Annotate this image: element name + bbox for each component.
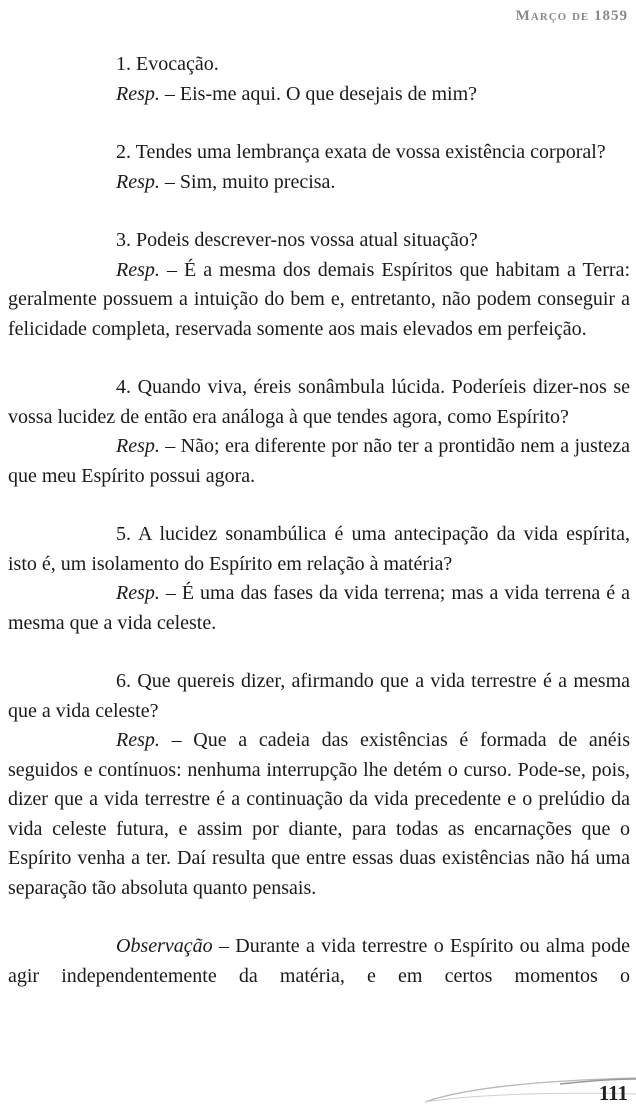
observation-label: Observação	[116, 935, 213, 957]
observation: Observação – Durante a vida terrestre o Espírito ou alma pode agir independentemente da matéria, e em certos momentos o	[8, 935, 630, 987]
footer-swoosh-ornament	[0, 1064, 636, 1110]
question-3: 3. Podeis descrever-nos vossa atual situação?	[116, 229, 478, 251]
question-2: 2. Tendes uma lembrança exata de vossa existência corporal?	[116, 141, 606, 163]
question-5: 5. A lucidez sonambúlica é uma antecipação da vida espírita, isto é, um isolamento do Espírito em relação à matéria?	[8, 523, 630, 575]
page-footer	[0, 1064, 636, 1110]
running-head: Março de 1859	[515, 8, 628, 24]
resp-label: Resp.	[116, 170, 160, 193]
answer-2: Resp. – Sim, muito precisa.	[116, 170, 336, 193]
page-number: 111	[598, 1081, 628, 1105]
answer-3: Resp. – É a mesma dos demais Espíritos que habitam a Terra: geralmente possuem a intuição do bem e, entretanto, não podem conseguir a felicidade completa, reservada somente aos mais elevados em perfeição.	[8, 258, 630, 340]
answer-6: Resp. – Que a cadeia das existências é formada de anéis seguidos e contínuos: nenhuma interrupção lhe detém o curso. Pode-se, pois, dizer que a vida terrestre é a continuação da vida precedente e o prelúdio da vida celeste futura, e assim por diante, para todas as encarnações que o Espírito venha a ter. Daí resulta que entre essas duas existências não há uma separação tão absoluta quanto pensais.	[8, 729, 630, 899]
body-text	[8, 50, 630, 991]
resp-label: Resp.	[116, 82, 160, 105]
question-4: 4. Quando viva, éreis sonâmbula lúcida. Poderíeis dizer-nos se vossa lucidez de então era análoga à que tendes agora, como Espírito?	[8, 376, 630, 428]
question-1: 1. Evocação.	[116, 53, 219, 75]
answer-5: Resp. – É uma das fases da vida terrena; mas a vida terrena é a mesma que a vida celeste.	[8, 582, 630, 634]
question-6: 6. Que quereis dizer, afirmando que a vida terrestre é a mesma que a vida celeste?	[8, 670, 630, 722]
resp-label: Resp.	[116, 258, 160, 281]
resp-label: Resp.	[116, 729, 160, 751]
resp-label: Resp.	[116, 435, 160, 457]
answer-4: Resp. – Não; era diferente por não ter a prontidão nem a justeza que meu Espírito possui agora.	[8, 435, 630, 487]
resp-label: Resp.	[116, 582, 160, 604]
answer-1: Resp. – Eis-me aqui. O que desejais de mim?	[116, 82, 478, 105]
